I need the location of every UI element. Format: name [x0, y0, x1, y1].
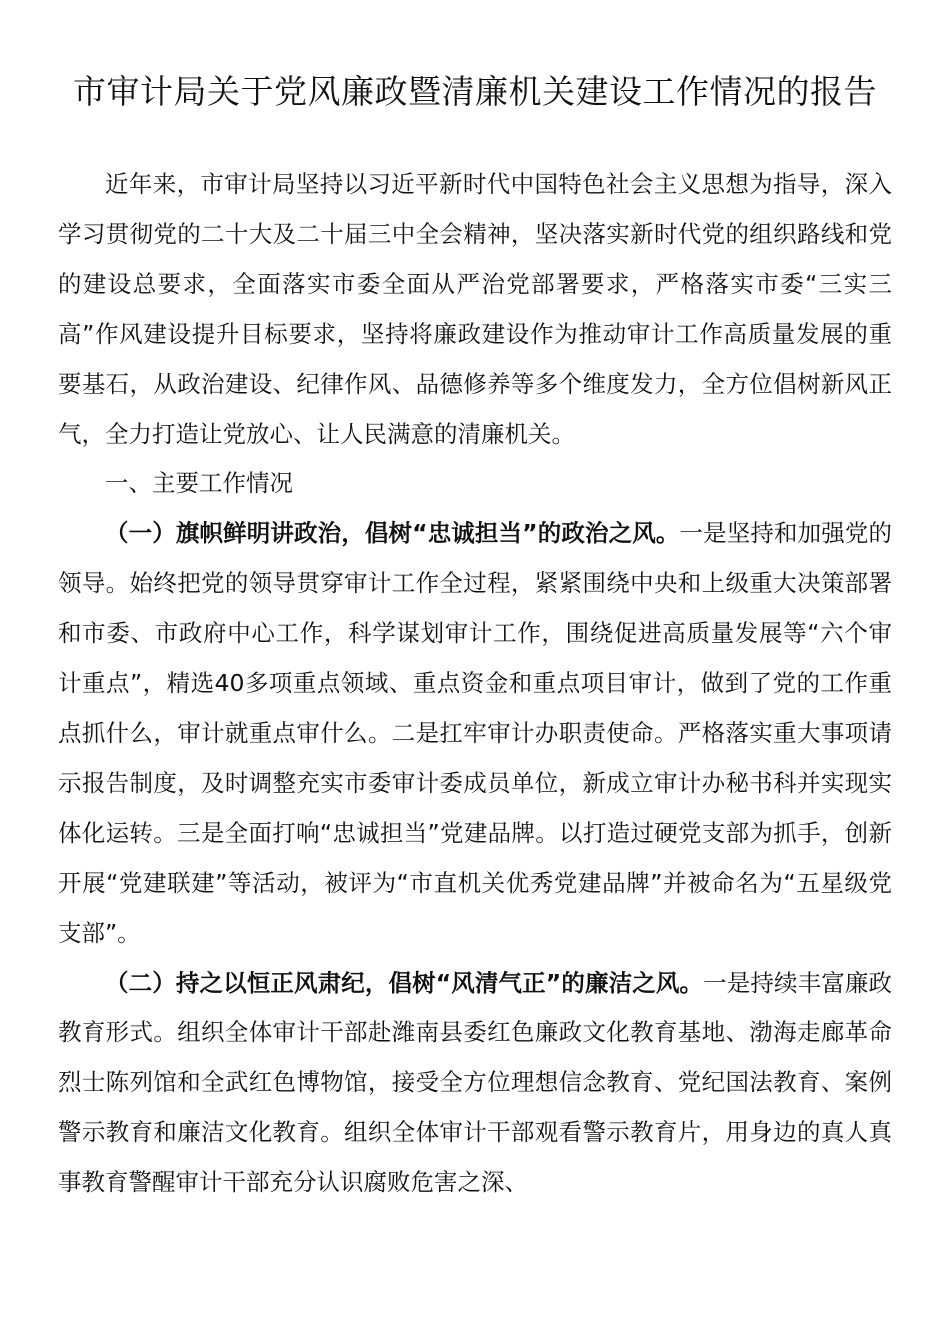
paragraph-2: [58, 959, 892, 1209]
paragraph-2-lead: （二）持之以恒正风肃纪，倡树“风清气正”的廉洁之风。: [105, 968, 704, 997]
intro-paragraph: 近年来，市审计局坚持以习近平新时代中国特色社会主义思想为指导，深入学习贯彻党的二十大及二十届三中全会精神，坚决落实新时代党的组织路线和党的建设总要求，全面落实市委全面从严治党部署要求，严格落实市委“三实三高”作风建设提升目标要求，坚持将廉政建设作为推动审计工作高质量发展的重要基石，从政治建设、纪律作风、品德修养等多个维度发力，全方位倡树新风正气，全力打造让党放心、让人民满意的清廉机关。: [58, 170, 892, 448]
document-body: [58, 160, 892, 1208]
paragraph-1-body: 一是坚持和加强党的领导。始终把党的领导贯穿审计工作全过程，紧紧围绕中央和上级重大决策部署和市委、市政府中心工作，科学谋划审计工作，围绕促进高质量发展等“六个审计重点”，精选40多项重点领域、重点资金和重点项目审计，做到了党的工作重点抓什么，审计就重点审什么。二是扛牢审计办职责使命。严格落实重大事项请示报告制度，及时调整充实市委审计委成员单位，新成立审计办秘书科并实现实体化运转。三是全面打响“忠诚担当”党建品牌。以打造过硬党支部为抓手，创新开展“党建联建”等活动，被评为“市直机关优秀党建品牌”并被命名为“五星级党支部”。: [58, 519, 893, 947]
document-title: 市审计局关于党风廉政暨清廉机关建设工作情况的报告: [73, 72, 877, 111]
paragraph-2-body: 一是持续丰富廉政教育形式。组织全体审计干部赴潍南县委红色廉政文化教育基地、渤海走廊革命烈士陈列馆和全武红色博物馆，接受全方位理想信念教育、党纪国法教育、案例警示教育和廉洁文化教育。组织全体审计干部观看警示教育片，用身边的真人真事教育警醒审计干部充分认识腐败危害之深、: [58, 968, 893, 1197]
section-heading: 一、主要工作情况: [105, 469, 293, 498]
paragraph-1: [58, 509, 892, 958]
paragraph-1-lead: （一）旗帜鲜明讲政治，倡树“忠诚担当”的政治之风。: [105, 519, 680, 548]
